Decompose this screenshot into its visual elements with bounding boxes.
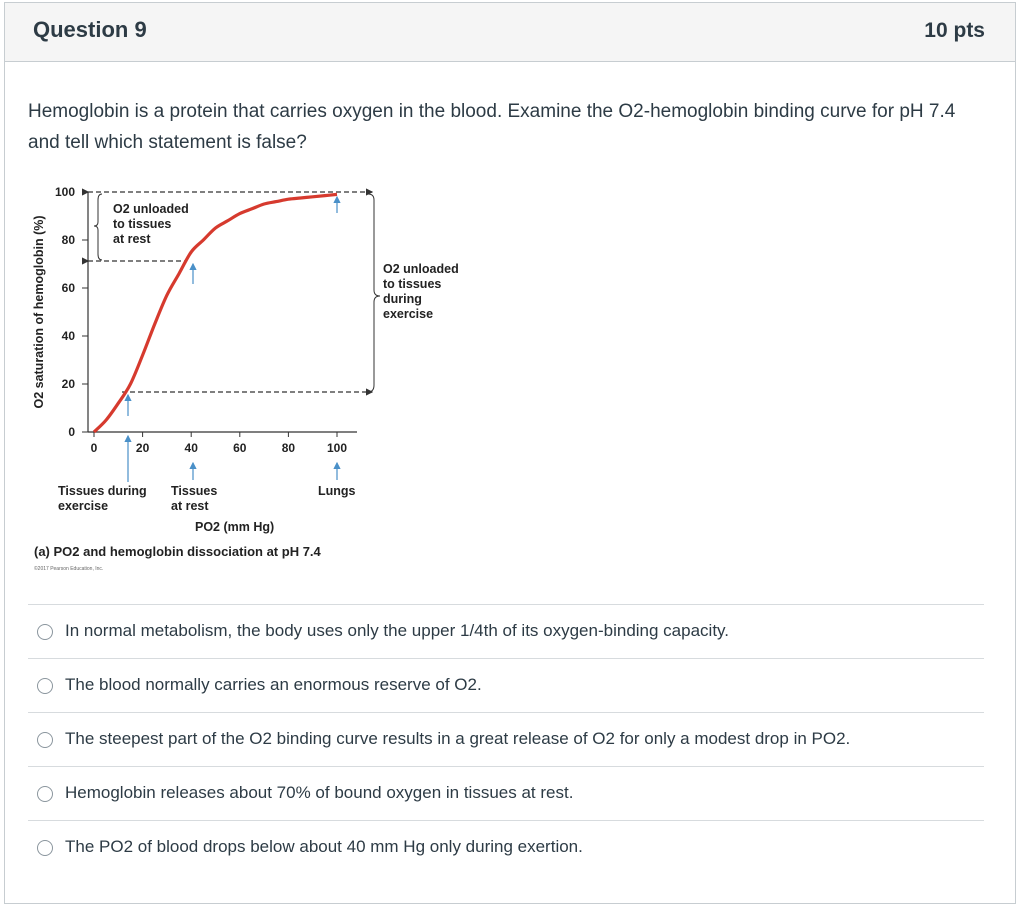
y-tick-label: 20 bbox=[61, 377, 75, 391]
answer-label[interactable]: The blood normally carries an enormous reserve of O2. bbox=[65, 675, 482, 694]
question-prompt: Hemoglobin is a protein that carries oxygen in the blood. Examine the O2-hemoglobin binding curve for pH 7.4 and tell which statement is false? bbox=[28, 101, 956, 153]
x-axis-label: PO2 (mm Hg) bbox=[195, 520, 275, 534]
x-tick-label: 80 bbox=[281, 441, 296, 455]
marker-rest-line-1: Tissues bbox=[171, 484, 218, 498]
answer-option[interactable] bbox=[28, 766, 984, 820]
y-tick-label: 100 bbox=[54, 185, 75, 199]
figure-caption: (a) PO2 and hemoglobin dissociation at pH 7.4 bbox=[34, 544, 321, 559]
bracket-exercise-text-2: to tissues bbox=[383, 277, 442, 291]
marker-lungs: Lungs bbox=[318, 484, 356, 498]
answer-radio[interactable] bbox=[37, 786, 53, 802]
x-tick-label: 20 bbox=[135, 441, 150, 455]
answer-label[interactable]: In normal metabolism, the body uses only the upper 1/4th of its oxygen-binding capacity. bbox=[65, 621, 730, 640]
answer-radio[interactable] bbox=[37, 678, 53, 694]
answer-option[interactable] bbox=[28, 820, 984, 874]
marker-exercise-line-1: Tissues during bbox=[58, 484, 147, 498]
answer-radio[interactable] bbox=[37, 840, 53, 856]
y-tick-label: 60 bbox=[61, 281, 75, 295]
binding-curve-figure bbox=[22, 180, 502, 580]
answer-option[interactable] bbox=[28, 604, 984, 658]
x-tick-label: 0 bbox=[90, 441, 98, 455]
bracket-exercise bbox=[368, 194, 380, 392]
marker-rest-line-2: at rest bbox=[171, 499, 209, 513]
y-tick-label: 0 bbox=[68, 425, 75, 439]
answer-radio[interactable] bbox=[37, 732, 53, 748]
answer-option[interactable] bbox=[28, 658, 984, 712]
marker-exercise-line-2: exercise bbox=[58, 499, 109, 513]
answer-label[interactable]: The steepest part of the O2 binding curve results in a great release of O2 for only a modest drop in PO2. bbox=[65, 729, 851, 748]
y-tick-label: 40 bbox=[61, 329, 75, 343]
binding-curve-chart bbox=[22, 180, 502, 580]
figure-copyright: ©2017 Pearson Education, Inc. bbox=[34, 566, 104, 572]
bracket-rest-text-1: O2 unloaded bbox=[113, 202, 189, 216]
answer-label[interactable]: Hemoglobin releases about 70% of bound oxygen in tissues at rest. bbox=[65, 783, 574, 802]
question-points: 10 pts bbox=[924, 19, 985, 42]
question-title: Question 9 bbox=[33, 17, 147, 42]
bracket-rest-text-3: at rest bbox=[113, 232, 151, 246]
x-tick-label: 40 bbox=[184, 441, 198, 455]
bracket-exercise-text-4: exercise bbox=[383, 307, 434, 321]
y-tick-label: 80 bbox=[61, 233, 75, 247]
y-axis-label: O2 saturation of hemoglobin (%) bbox=[32, 215, 46, 409]
answer-option[interactable] bbox=[28, 712, 984, 766]
answer-radio[interactable] bbox=[37, 624, 53, 640]
question-header bbox=[5, 3, 1015, 62]
bracket-exercise-text-1: O2 unloaded bbox=[383, 262, 459, 276]
x-tick-label: 60 bbox=[233, 441, 247, 455]
answer-label[interactable]: The PO2 of blood drops below about 40 mm Hg only during exertion. bbox=[65, 837, 583, 856]
bracket-exercise-text-3: during bbox=[383, 292, 422, 306]
bracket-rest-text-2: to tissues bbox=[113, 217, 172, 231]
bracket-rest bbox=[94, 194, 102, 260]
answer-list bbox=[28, 604, 984, 874]
x-tick-label: 100 bbox=[326, 441, 348, 455]
